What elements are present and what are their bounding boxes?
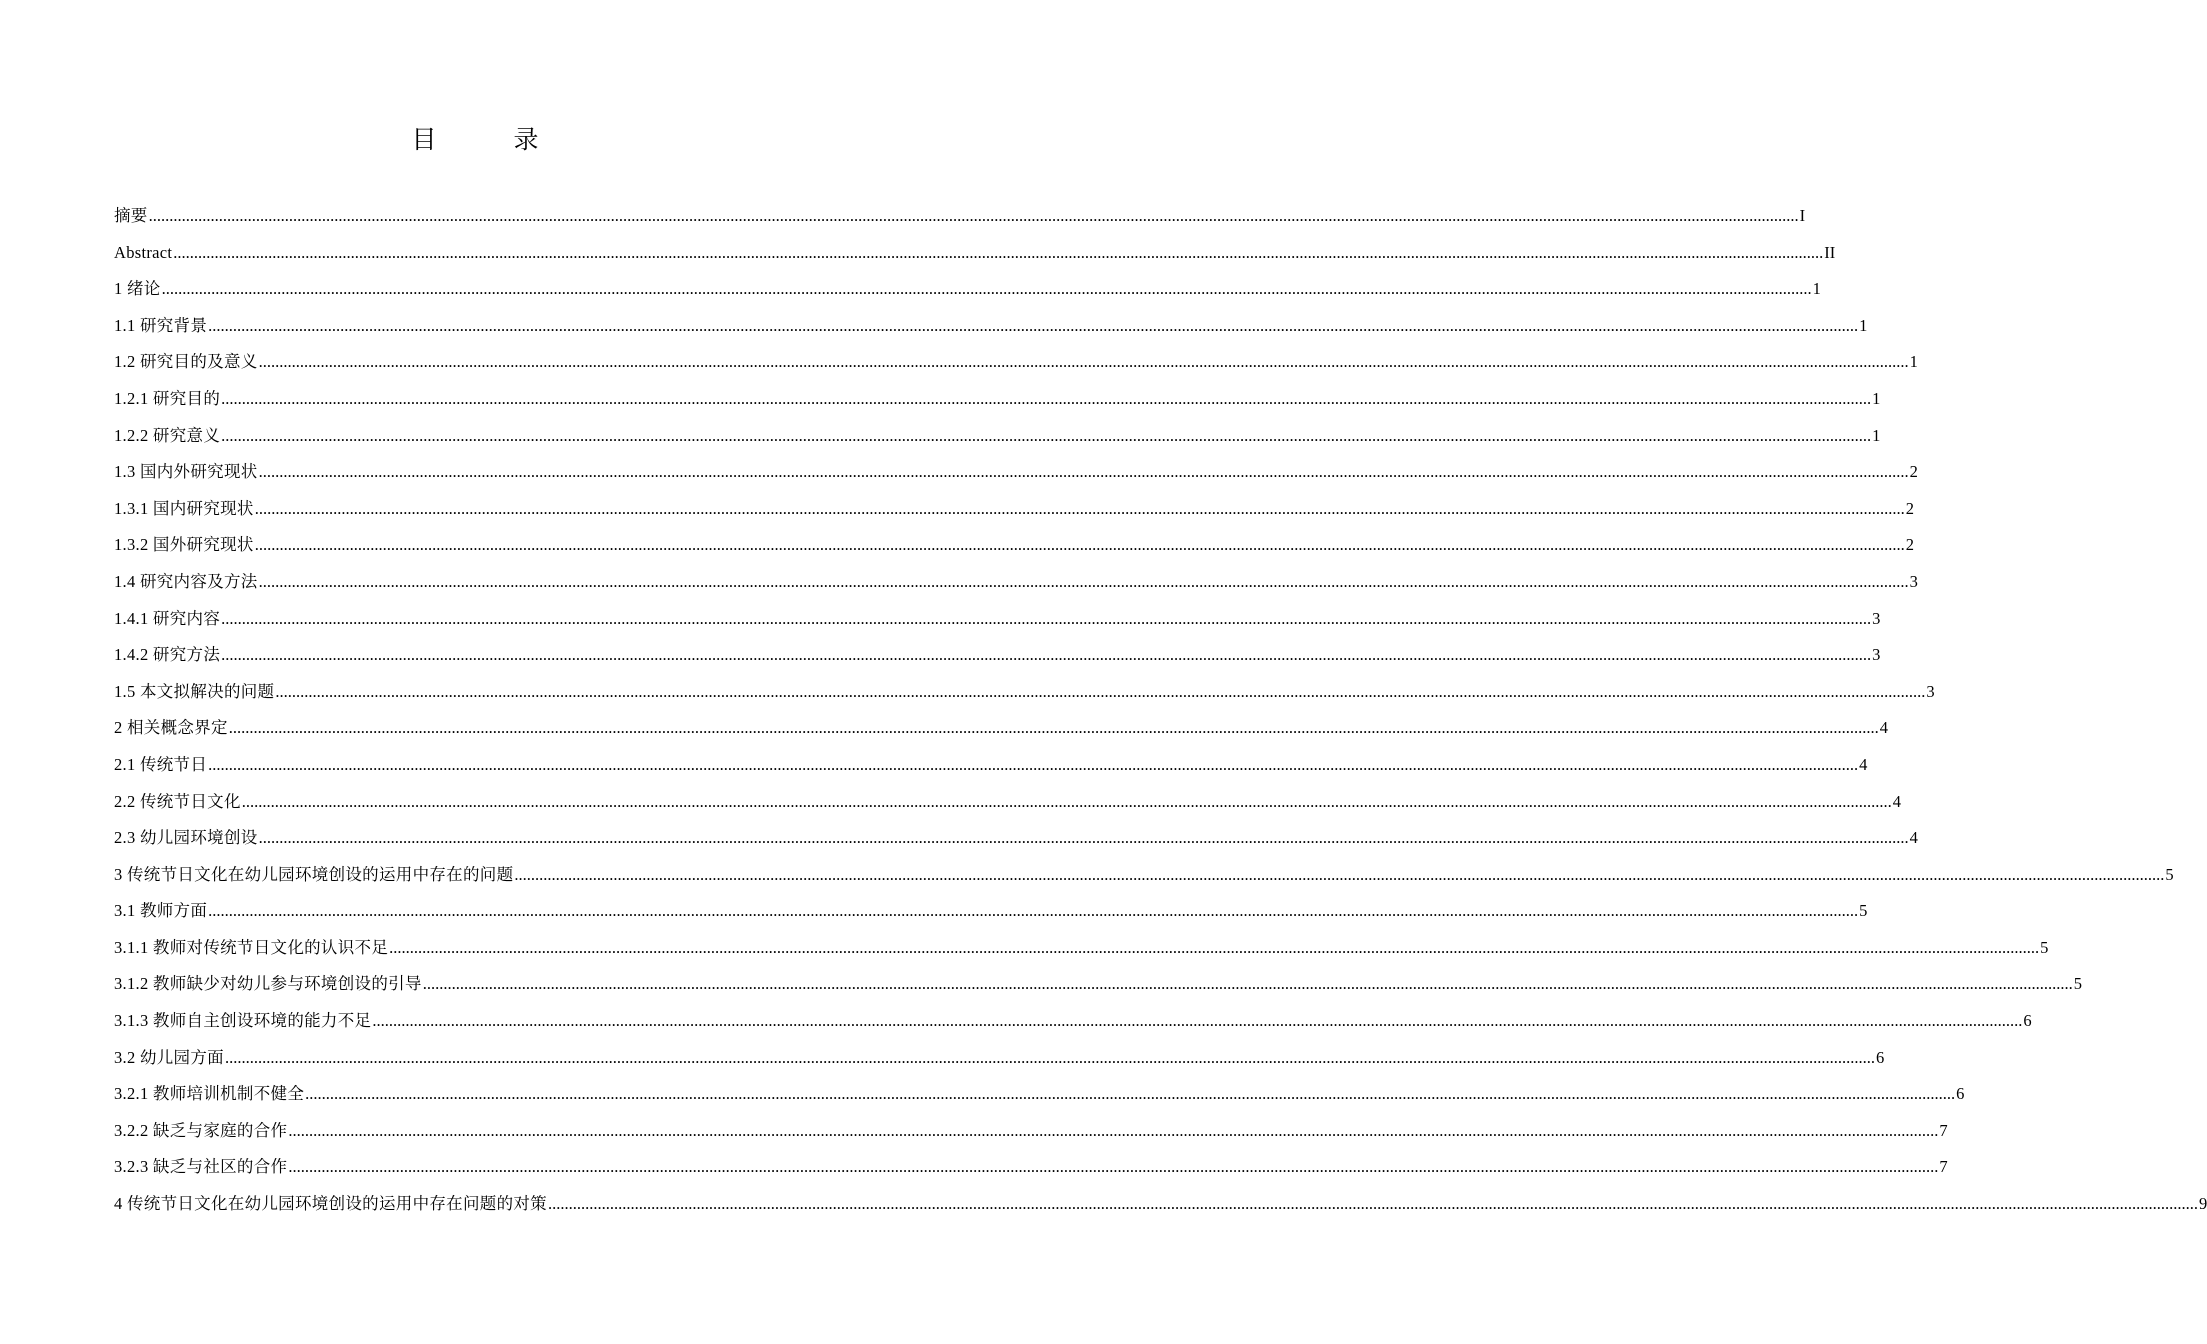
toc-entry[interactable]	[114, 1076, 1965, 1113]
toc-entry-page-number: 7	[1939, 1120, 1948, 1140]
toc-entry[interactable]	[114, 1003, 2032, 1040]
toc-entry-page-number: 5	[2073, 974, 2082, 994]
toc-entry[interactable]	[114, 1040, 1885, 1077]
toc-entry-label: 3.1.3 教师自主创设环境的能力不足	[114, 1011, 372, 1031]
toc-entry-label: 1.4 研究内容及方法	[114, 571, 258, 591]
toc-entry-page-number: 4	[1909, 828, 1918, 848]
toc-entry-label: 1.3 国内外研究现状	[114, 462, 258, 482]
toc-dot-leader: ................................................................................................................................................................................................................................................................................................................................................................................................................	[514, 864, 2165, 884]
toc-list	[114, 198, 2207, 1223]
toc-dot-leader: ................................................................................................................................................................................................................................................................................................................................................................................................................	[258, 462, 1909, 482]
toc-dot-leader: ................................................................................................................................................................................................................................................................................................................................................................................................................	[547, 1194, 2198, 1214]
toc-entry-label: 1.5 本文拟解决的问题	[114, 681, 275, 701]
toc-entry-label: 4 传统节日文化在幼儿园环境创设的运用中存在问题的对策	[114, 1194, 547, 1214]
toc-entry-label: 3.2.1 教师培训机制不健全	[114, 1084, 305, 1104]
toc-entry-page-number: 1	[1909, 352, 1918, 372]
toc-dot-leader: ................................................................................................................................................................................................................................................................................................................................................................................................................	[389, 937, 2040, 957]
toc-dot-leader: ................................................................................................................................................................................................................................................................................................................................................................................................................	[221, 608, 1872, 628]
toc-entry-page-number: 3	[1909, 571, 1918, 591]
toc-entry[interactable]	[114, 1149, 1948, 1186]
toc-dot-leader: ................................................................................................................................................................................................................................................................................................................................................................................................................	[422, 974, 2073, 994]
toc-entry[interactable]	[114, 381, 1881, 418]
toc-entry-page-number: II	[1824, 242, 1836, 262]
toc-entry-label: 1 绪论	[114, 279, 161, 299]
toc-entry-page-number: 2	[1905, 498, 1914, 518]
toc-entry[interactable]	[114, 527, 1914, 564]
toc-entry[interactable]	[114, 857, 2174, 894]
toc-entry-page-number: 9	[2198, 1194, 2207, 1214]
toc-entry-label: 3.2 幼儿园方面	[114, 1047, 224, 1067]
toc-entry[interactable]	[114, 308, 1868, 345]
toc-entry[interactable]	[114, 710, 1889, 747]
toc-entry[interactable]	[114, 784, 1901, 821]
toc-entry-page-number: 4	[1859, 754, 1868, 774]
toc-dot-leader: ................................................................................................................................................................................................................................................................................................................................................................................................................	[148, 206, 1799, 225]
toc-entry-label: 1.2.2 研究意义	[114, 425, 221, 445]
toc-entry[interactable]	[114, 235, 1836, 272]
toc-entry-page-number: 6	[1956, 1084, 1965, 1104]
toc-entry-page-number: I	[1799, 206, 1806, 225]
toc-dot-leader: ................................................................................................................................................................................................................................................................................................................................................................................................................	[305, 1084, 1956, 1104]
toc-entry-page-number: 1	[1872, 388, 1881, 408]
toc-entry[interactable]	[114, 601, 1881, 638]
toc-entry-page-number: 2	[1909, 462, 1918, 482]
toc-entry-page-number: 5	[2165, 864, 2174, 884]
toc-dot-leader: ................................................................................................................................................................................................................................................................................................................................................................................................................	[372, 1011, 2023, 1031]
toc-entry[interactable]	[114, 564, 1918, 601]
toc-entry-label: 2.2 传统节日文化	[114, 791, 241, 811]
toc-dot-leader: ................................................................................................................................................................................................................................................................................................................................................................................................................	[288, 1120, 1939, 1140]
toc-entry[interactable]	[114, 674, 1935, 711]
toc-dot-leader: ................................................................................................................................................................................................................................................................................................................................................................................................................	[258, 571, 1909, 591]
toc-entry[interactable]	[114, 271, 1821, 308]
toc-entry-label: 1.3.1 国内研究现状	[114, 498, 254, 518]
toc-entry-page-number: 5	[2040, 937, 2049, 957]
toc-dot-leader: ................................................................................................................................................................................................................................................................................................................................................................................................................	[221, 645, 1872, 665]
toc-dot-leader: ................................................................................................................................................................................................................................................................................................................................................................................................................	[228, 718, 1879, 738]
toc-entry-page-number: 1	[1872, 425, 1881, 445]
toc-entry-label: 3 传统节日文化在幼儿园环境创设的运用中存在的问题	[114, 864, 514, 884]
toc-entry[interactable]	[114, 930, 2049, 967]
toc-dot-leader: ................................................................................................................................................................................................................................................................................................................................................................................................................	[224, 1047, 1875, 1067]
toc-entry[interactable]	[114, 418, 1881, 455]
toc-dot-leader: ................................................................................................................................................................................................................................................................................................................................................................................................................	[161, 279, 1812, 299]
toc-entry-label: 3.2.3 缺乏与社区的合作	[114, 1157, 288, 1177]
toc-entry-page-number: 1	[1812, 279, 1821, 299]
toc-entry-label: 1.3.2 国外研究现状	[114, 535, 254, 555]
toc-dot-leader: ................................................................................................................................................................................................................................................................................................................................................................................................................	[258, 352, 1909, 372]
toc-entry-label: 3.1 教师方面	[114, 901, 208, 921]
toc-entry[interactable]	[114, 637, 1881, 674]
toc-entry-label: 2 相关概念界定	[114, 718, 228, 738]
toc-entry-page-number: 4	[1892, 791, 1901, 811]
toc-entry-page-number: 1	[1859, 315, 1868, 335]
toc-entry[interactable]	[114, 198, 1806, 235]
toc-entry[interactable]	[114, 893, 1868, 930]
toc-dot-leader: ................................................................................................................................................................................................................................................................................................................................................................................................................	[241, 791, 1892, 811]
toc-entry-label: 1.2.1 研究目的	[114, 388, 221, 408]
toc-entry-page-number: 3	[1926, 681, 1935, 701]
toc-entry-page-number: 5	[1859, 901, 1868, 921]
toc-entry[interactable]	[114, 491, 1914, 528]
toc-entry-label: 3.1.2 教师缺少对幼儿参与环境创设的引导	[114, 974, 422, 994]
toc-entry-label: 2.3 幼儿园环境创设	[114, 828, 258, 848]
toc-entry-label: 3.2.2 缺乏与家庭的合作	[114, 1120, 288, 1140]
toc-dot-leader: ................................................................................................................................................................................................................................................................................................................................................................................................................	[288, 1157, 1939, 1177]
toc-dot-leader: ................................................................................................................................................................................................................................................................................................................................................................................................................	[208, 754, 1859, 774]
toc-title: 目 录	[411, 125, 565, 154]
toc-entry-page-number: 3	[1872, 608, 1881, 628]
toc-entry-label: 2.1 传统节日	[114, 754, 208, 774]
toc-entry-page-number: 6	[2023, 1011, 2032, 1031]
toc-entry[interactable]	[114, 454, 1918, 491]
toc-dot-leader: ................................................................................................................................................................................................................................................................................................................................................................................................................	[173, 242, 1824, 262]
toc-entry-page-number: 3	[1872, 645, 1881, 665]
toc-entry[interactable]	[114, 1113, 1948, 1150]
toc-entry-label: Abstract	[114, 242, 173, 262]
toc-entry-label: 1.4.1 研究内容	[114, 608, 221, 628]
toc-dot-leader: ................................................................................................................................................................................................................................................................................................................................................................................................................	[208, 901, 1859, 921]
toc-dot-leader: ................................................................................................................................................................................................................................................................................................................................................................................................................	[254, 535, 1905, 555]
toc-entry-label: 3.1.1 教师对传统节日文化的认识不足	[114, 937, 389, 957]
toc-dot-leader: ................................................................................................................................................................................................................................................................................................................................................................................................................	[221, 388, 1872, 408]
toc-entry[interactable]	[114, 747, 1868, 784]
toc-entry-label: 1.4.2 研究方法	[114, 645, 221, 665]
toc-entry[interactable]	[114, 820, 1918, 857]
toc-dot-leader: ................................................................................................................................................................................................................................................................................................................................................................................................................	[275, 681, 1926, 701]
toc-entry[interactable]	[114, 966, 2082, 1003]
toc-entry[interactable]	[114, 344, 1918, 381]
toc-entry-label: 1.2 研究目的及意义	[114, 352, 258, 372]
toc-entry-label: 1.1 研究背景	[114, 315, 208, 335]
toc-entry-page-number: 2	[1905, 535, 1914, 555]
toc-dot-leader: ................................................................................................................................................................................................................................................................................................................................................................................................................	[258, 828, 1909, 848]
toc-dot-leader: ................................................................................................................................................................................................................................................................................................................................................................................................................	[208, 315, 1859, 335]
toc-entry-page-number: 6	[1875, 1047, 1885, 1067]
toc-entry[interactable]	[114, 1186, 2207, 1223]
toc-dot-leader: ................................................................................................................................................................................................................................................................................................................................................................................................................	[254, 498, 1905, 518]
toc-entry-page-number: 4	[1879, 718, 1889, 738]
toc-dot-leader: ................................................................................................................................................................................................................................................................................................................................................................................................................	[221, 425, 1872, 445]
toc-entry-page-number: 7	[1939, 1157, 1948, 1177]
toc-entry-label: 摘要	[114, 206, 148, 225]
